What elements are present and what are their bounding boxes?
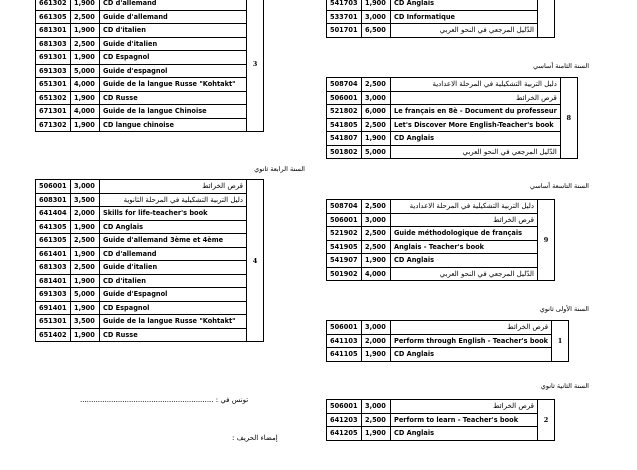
table-row <box>327 213 555 227</box>
item-description: CD Anglais <box>100 220 247 234</box>
item-price: 3,000 <box>71 180 100 194</box>
item-price: 1,900 <box>71 301 100 315</box>
section-9-table <box>326 199 555 281</box>
table-row <box>36 105 264 119</box>
table-row <box>36 91 264 105</box>
table-row <box>36 51 264 65</box>
table-row <box>327 145 578 159</box>
item-description: CD Informatique <box>391 10 538 24</box>
item-price: 5,000 <box>71 64 100 78</box>
item-code: 533701 <box>327 10 362 24</box>
item-description: CD Anglais <box>391 427 538 441</box>
table-row <box>327 118 578 132</box>
item-price: 3,000 <box>362 213 391 227</box>
item-code: 681303 <box>36 37 71 51</box>
table-row <box>327 427 555 441</box>
item-description: Guide de la langue Russe "Kohtakt" <box>100 315 247 329</box>
table-row <box>36 0 264 10</box>
tunis-label: تونس في : <box>215 396 249 404</box>
item-code: 661401 <box>36 247 71 261</box>
item-code: 641205 <box>327 427 362 441</box>
item-description: قرص الخرائط <box>100 180 247 194</box>
table-row <box>327 334 569 348</box>
item-price: 5,000 <box>71 288 100 302</box>
item-code: 641105 <box>327 348 362 362</box>
table-row <box>36 24 264 38</box>
item-code: 501802 <box>327 145 362 159</box>
client-signature-label: إمضاء الحريف : <box>232 434 278 442</box>
item-description: CD Espagnol <box>100 301 247 315</box>
item-description: CD Anglais <box>391 132 561 146</box>
section-number: 8 <box>560 78 577 159</box>
item-price: 1,900 <box>362 254 391 268</box>
item-code: 541703 <box>327 0 362 10</box>
item-price: 1,900 <box>71 220 100 234</box>
item-price: 1,900 <box>71 91 100 105</box>
item-code: 651301 <box>36 315 71 329</box>
item-code: 541905 <box>327 240 362 254</box>
item-description: CD d'italien <box>100 274 247 288</box>
section-number <box>538 0 555 37</box>
table-row <box>36 288 264 302</box>
item-description: CD Anglais <box>391 0 538 10</box>
item-code: 681401 <box>36 274 71 288</box>
item-description: دليل التربية التشكيلية في المرحلة الثانوية <box>100 193 247 207</box>
item-description: الدّليل المرجعي في النحو العربي <box>391 267 538 281</box>
item-description: Perform through English - Teacher's book <box>391 334 552 348</box>
table-row <box>36 180 264 194</box>
item-price: 1,900 <box>362 132 391 146</box>
item-price: 2,500 <box>362 118 391 132</box>
item-code: 541907 <box>327 254 362 268</box>
item-code: 651302 <box>36 91 71 105</box>
place-date-line <box>80 396 248 404</box>
item-price: 5,000 <box>362 145 391 159</box>
item-price: 3,500 <box>71 193 100 207</box>
item-price: 1,900 <box>71 51 100 65</box>
table-row <box>36 247 264 261</box>
item-description: CD Espagnol <box>100 51 247 65</box>
item-description: Guide méthodologique de français <box>391 227 538 241</box>
table-row <box>327 0 555 10</box>
date-dots: ............................................................ <box>80 396 214 404</box>
item-code: 541807 <box>327 132 362 146</box>
item-price: 1,900 <box>362 0 391 10</box>
item-price: 2,000 <box>71 207 100 221</box>
table-row <box>36 78 264 92</box>
item-description: Guide d'Espagnol <box>100 288 247 302</box>
item-price: 2,500 <box>362 78 391 92</box>
table-row <box>327 240 555 254</box>
table-row <box>327 413 555 427</box>
section-3-table <box>35 0 264 132</box>
item-price: 3,000 <box>362 10 391 24</box>
section-4-table <box>35 179 264 342</box>
item-code: 691301 <box>36 51 71 65</box>
item-description: Guide d'espagnol <box>100 64 247 78</box>
item-description: الدّليل المرجعي في النحو العربي <box>391 24 538 38</box>
section-number: 3 <box>247 0 264 132</box>
table-row <box>36 274 264 288</box>
item-price: 1,900 <box>71 247 100 261</box>
item-price: 2,500 <box>71 37 100 51</box>
heading-4th-secondary: السنة الرابعة ثانوي <box>254 165 305 173</box>
item-description: CD Russe <box>100 328 247 342</box>
table-row <box>36 64 264 78</box>
item-description: Anglais - Teacher's book <box>391 240 538 254</box>
table-row <box>327 348 569 362</box>
section-8-table <box>326 77 578 159</box>
item-price: 1,900 <box>71 118 100 132</box>
table-row <box>327 91 578 105</box>
table-row <box>327 24 555 38</box>
table-row <box>327 254 555 268</box>
item-price: 1,900 <box>71 0 100 10</box>
item-code: 681303 <box>36 261 71 275</box>
item-price: 1,900 <box>71 328 100 342</box>
item-description: Guide d'allemand 3ème et 4ème <box>100 234 247 248</box>
section-2-table <box>326 399 555 441</box>
item-price: 2,500 <box>362 200 391 214</box>
table-row <box>327 200 555 214</box>
item-price: 2,500 <box>71 234 100 248</box>
item-code: 651301 <box>36 78 71 92</box>
heading-8th-basic: السنة الثامنة أساسي <box>533 62 589 70</box>
item-description: قرص الخرائط <box>391 91 561 105</box>
table-row <box>36 193 264 207</box>
item-code: 641305 <box>36 220 71 234</box>
item-description: Guide d'italien <box>100 261 247 275</box>
item-price: 3,000 <box>362 321 391 335</box>
section-number: 2 <box>538 400 555 441</box>
item-code: 508704 <box>327 78 362 92</box>
item-code: 508704 <box>327 200 362 214</box>
item-price: 3,500 <box>71 315 100 329</box>
table-row <box>36 261 264 275</box>
table-row <box>36 207 264 221</box>
item-code: 661302 <box>36 0 71 10</box>
table-row <box>327 400 555 414</box>
item-price: 4,000 <box>71 105 100 119</box>
item-price: 1,900 <box>71 24 100 38</box>
item-description: Guide d'allemand <box>100 10 247 24</box>
item-price: 2,500 <box>71 261 100 275</box>
item-code: 501701 <box>327 24 362 38</box>
item-code: 691401 <box>36 301 71 315</box>
item-code: 506001 <box>327 213 362 227</box>
table-row <box>36 328 264 342</box>
section-number: 1 <box>552 321 569 362</box>
item-code: 671301 <box>36 105 71 119</box>
heading-1st-secondary: السنة الأولى ثانوي <box>539 305 589 313</box>
item-description: دليل التربية التشكيلية في المرحلة الاعدادية <box>391 200 538 214</box>
item-code: 671302 <box>36 118 71 132</box>
item-description: قرص الخرائط <box>391 400 538 414</box>
table-row <box>36 315 264 329</box>
table-row <box>36 118 264 132</box>
table-row <box>327 267 555 281</box>
item-description: قرص الخرائط <box>391 321 552 335</box>
table-row <box>327 132 578 146</box>
section-1-table <box>326 320 569 362</box>
item-code: 521902 <box>327 227 362 241</box>
item-price: 1,900 <box>362 427 391 441</box>
table-row <box>36 37 264 51</box>
item-code: 681301 <box>36 24 71 38</box>
item-description: CD d'allemand <box>100 247 247 261</box>
item-description: CD Anglais <box>391 254 538 268</box>
item-description: CD Anglais <box>391 348 552 362</box>
item-description: CD Russe <box>100 91 247 105</box>
table-row <box>327 10 555 24</box>
heading-9th-basic: السنة التاسعة أساسي <box>529 182 589 190</box>
item-price: 1,900 <box>362 348 391 362</box>
item-code: 641404 <box>36 207 71 221</box>
table-row <box>36 301 264 315</box>
item-price: 2,000 <box>362 334 391 348</box>
table-row <box>327 78 578 92</box>
item-price: 4,000 <box>362 267 391 281</box>
item-price: 2,500 <box>362 240 391 254</box>
item-code: 521802 <box>327 105 362 119</box>
item-description: Perform to learn - Teacher's book <box>391 413 538 427</box>
item-code: 691303 <box>36 64 71 78</box>
table-row <box>327 227 555 241</box>
item-price: 3,000 <box>362 400 391 414</box>
item-code: 608301 <box>36 193 71 207</box>
item-code: 661305 <box>36 234 71 248</box>
item-description: Guide d'italien <box>100 37 247 51</box>
item-description: CD d'italien <box>100 24 247 38</box>
item-description: Guide de la langue Russe "Kohtakt" <box>100 78 247 92</box>
item-code: 641103 <box>327 334 362 348</box>
item-description: دليل التربية التشكيلية في المرحلة الاعدادية <box>391 78 561 92</box>
item-price: 3,000 <box>362 91 391 105</box>
item-code: 641203 <box>327 413 362 427</box>
item-description: قرص الخرائط <box>391 213 538 227</box>
heading-2nd-secondary: السنة الثانية ثانوي <box>540 382 589 390</box>
table-row <box>327 321 569 335</box>
item-code: 691303 <box>36 288 71 302</box>
item-code: 506001 <box>327 91 362 105</box>
item-price: 2,500 <box>71 10 100 24</box>
item-price: 6,000 <box>362 105 391 119</box>
table-row <box>36 220 264 234</box>
item-description: CD d'allemand <box>100 0 247 10</box>
item-description: Le français en 8è - Document du professeur <box>391 105 561 119</box>
item-price: 4,000 <box>71 78 100 92</box>
item-code: 506001 <box>327 321 362 335</box>
item-code: 651402 <box>36 328 71 342</box>
item-description: CD langue chinoise <box>100 118 247 132</box>
item-code: 661305 <box>36 10 71 24</box>
section-number: 9 <box>538 200 555 281</box>
item-price: 1,900 <box>71 274 100 288</box>
item-description: Guide de la langue Chinoise <box>100 105 247 119</box>
table-row <box>36 234 264 248</box>
item-price: 2,500 <box>362 227 391 241</box>
section-7-table <box>326 0 555 38</box>
item-price: 6,500 <box>362 24 391 38</box>
item-code: 506001 <box>36 180 71 194</box>
section-number: 4 <box>247 180 264 342</box>
item-code: 506001 <box>327 400 362 414</box>
item-description: Let's Discover More English-Teacher's book <box>391 118 561 132</box>
item-code: 541805 <box>327 118 362 132</box>
table-row <box>327 105 578 119</box>
item-price: 2,500 <box>362 413 391 427</box>
item-description: Skills for life-teacher's book <box>100 207 247 221</box>
item-code: 501902 <box>327 267 362 281</box>
item-description: الدّليل المرجعي في النحو العربي <box>391 145 561 159</box>
table-row <box>36 10 264 24</box>
